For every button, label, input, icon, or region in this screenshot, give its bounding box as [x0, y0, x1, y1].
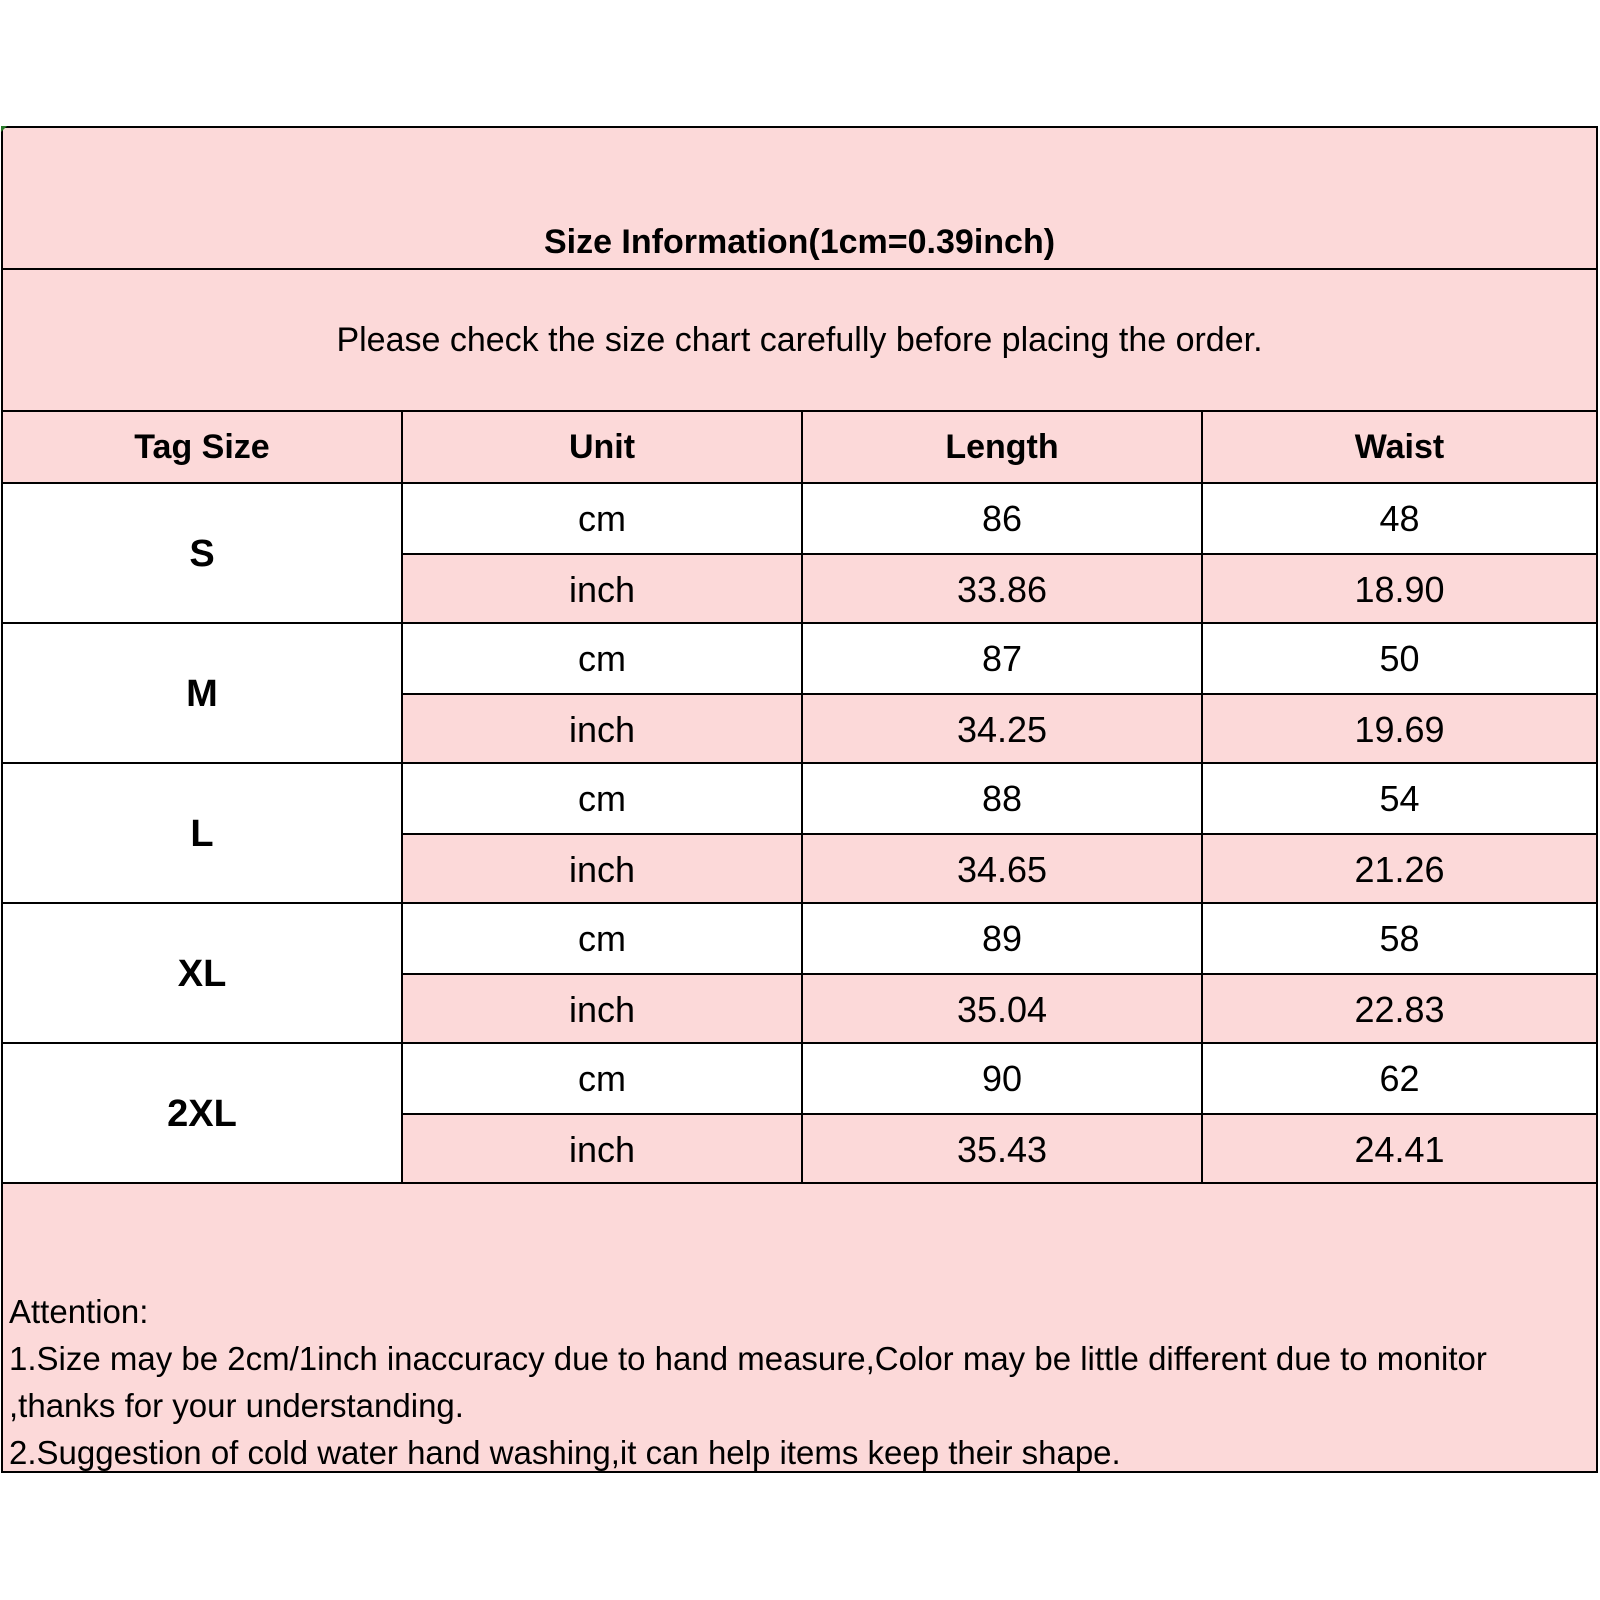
unit-cm-cell: cm — [403, 624, 801, 693]
divider — [401, 412, 403, 1182]
length-cm-cell: 88 — [803, 764, 1201, 833]
waist-cm-cell: 58 — [1203, 904, 1596, 973]
waist-inch-cell: 22.83 — [1203, 975, 1596, 1044]
length-inch-cell: 35.04 — [803, 975, 1201, 1044]
tag-size-cell: L — [3, 764, 401, 904]
chart-subtitle: Please check the size chart carefully before placing the order. — [336, 320, 1263, 359]
waist-cm-cell: 50 — [1203, 624, 1596, 693]
notes-line-3: 2.Suggestion of cold water hand washing,it can help items keep their shape. — [9, 1434, 1121, 1471]
size-chart-sheet — [1, 126, 1598, 1473]
unit-inch-cell: inch — [403, 1115, 801, 1184]
length-cm-cell: 86 — [803, 484, 1201, 553]
length-inch-cell: 34.25 — [803, 695, 1201, 764]
notes-line-2: ,thanks for your understanding. — [9, 1387, 464, 1424]
length-inch-cell: 34.65 — [803, 835, 1201, 904]
length-cm-cell: 89 — [803, 904, 1201, 973]
unit-inch-cell: inch — [403, 695, 801, 764]
divider — [801, 412, 803, 1182]
corner-mark — [1, 126, 7, 132]
unit-cm-cell: cm — [403, 484, 801, 553]
length-inch-cell: 35.43 — [803, 1115, 1201, 1184]
header-unit: Unit — [403, 412, 801, 482]
tag-size-cell: M — [3, 624, 401, 764]
unit-inch-cell: inch — [403, 835, 801, 904]
waist-cm-cell: 48 — [1203, 484, 1596, 553]
chart-title: Size Information(1cm=0.39inch) — [543, 223, 1056, 261]
notes-heading: Attention: — [9, 1293, 149, 1330]
length-inch-cell: 33.86 — [803, 555, 1201, 624]
waist-inch-cell: 18.90 — [1203, 555, 1596, 624]
length-cm-cell: 90 — [803, 1044, 1201, 1113]
divider — [3, 1182, 1596, 1184]
waist-cm-cell: 54 — [1203, 764, 1596, 833]
tag-size-cell: S — [3, 484, 401, 624]
waist-inch-cell: 24.41 — [1203, 1115, 1596, 1184]
header-length: Length — [803, 412, 1201, 482]
waist-cm-cell: 62 — [1203, 1044, 1596, 1113]
waist-inch-cell: 21.26 — [1203, 835, 1596, 904]
tag-size-cell: XL — [3, 904, 401, 1044]
length-cm-cell: 87 — [803, 624, 1201, 693]
waist-inch-cell: 19.69 — [1203, 695, 1596, 764]
unit-cm-cell: cm — [403, 764, 801, 833]
header-waist: Waist — [1203, 412, 1596, 482]
attention-notes — [9, 1288, 1589, 1476]
header-tag-size: Tag Size — [3, 412, 401, 482]
unit-cm-cell: cm — [403, 904, 801, 973]
unit-cm-cell: cm — [403, 1044, 801, 1113]
tag-size-cell: 2XL — [3, 1044, 401, 1184]
divider — [1201, 412, 1203, 1182]
unit-inch-cell: inch — [403, 555, 801, 624]
notes-line-1: 1.Size may be 2cm/1inch inaccuracy due to hand measure,Color may be little different due to monitor — [9, 1340, 1487, 1377]
unit-inch-cell: inch — [403, 975, 801, 1044]
